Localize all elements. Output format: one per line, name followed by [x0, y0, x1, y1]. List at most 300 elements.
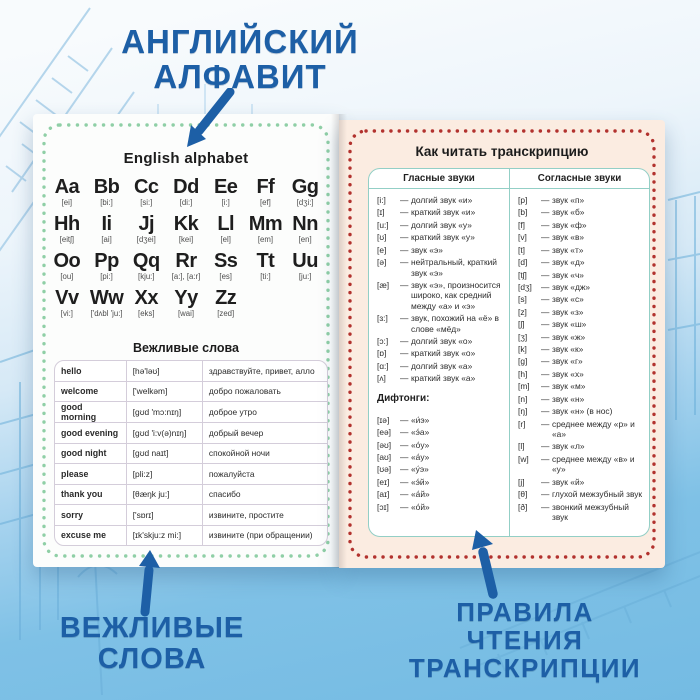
word-transcription: [gʊd 'mɔ:nɪŋ]: [126, 402, 202, 422]
alphabet-letter-cell: [47, 287, 87, 324]
alphabet-letter-cell: [126, 213, 166, 250]
transcription-entry: [377, 207, 503, 217]
alphabet-letter-cell: [166, 176, 206, 213]
phonetic-description: звук «ж»: [552, 331, 586, 342]
transcription-entry: [518, 195, 643, 205]
dash: —: [400, 195, 409, 205]
letter-transcription: [eitʃ]: [59, 235, 74, 244]
transcription-entry: [377, 361, 503, 371]
letter-pair: Mm: [248, 213, 283, 235]
annotation-line: ВЕЖЛИВЫЕ: [59, 612, 245, 644]
word-translation: спасибо: [202, 485, 327, 505]
phonetic-description: звук «л»: [552, 441, 585, 452]
word-english: good night: [61, 448, 107, 459]
dash: —: [541, 489, 550, 500]
letter-transcription: [en]: [298, 235, 312, 244]
alphabet-letter-cell: [166, 287, 206, 324]
phonetic-description: звук «ф»: [552, 219, 587, 230]
alphabet-letter-cell: [87, 287, 127, 324]
phonetic-description: звук «дж»: [552, 281, 591, 292]
annotation-line: АНГЛИЙСКИЙ: [121, 23, 359, 60]
consonants-list: [510, 189, 649, 522]
transcription-table: [368, 168, 650, 537]
table-row: [55, 525, 327, 546]
phonetic-description: звонкий межзубный звук: [552, 501, 629, 522]
dash: —: [400, 476, 409, 487]
annotation-line: ТРАНСКРИПЦИИ: [408, 652, 642, 683]
phonetic-description: среднее между «в» и «у»: [552, 453, 635, 475]
transcription-entry: [518, 207, 643, 217]
alphabet-letter-cell: [87, 213, 127, 250]
alphabet-letter-cell: [166, 213, 206, 250]
phonetic-symbol: [tʃ]: [518, 269, 527, 280]
transcription-entry: [377, 232, 503, 242]
transcription-entry: [377, 280, 503, 311]
dash: —: [541, 476, 550, 487]
alphabet-letter-cell: [47, 250, 87, 287]
table-row: [55, 484, 327, 505]
letter-transcription: [di:]: [179, 198, 193, 207]
phonetic-description: звук «ш»: [552, 319, 587, 330]
phonetic-description: «у́э»: [411, 464, 429, 475]
phonetic-description: звук «б»: [552, 207, 585, 218]
dash: —: [400, 439, 409, 450]
word-translation: доброе утро: [202, 402, 327, 422]
transcription-entry: [377, 464, 503, 474]
alphabet-grid: [47, 176, 325, 324]
phonetic-symbol: [g]: [518, 356, 528, 367]
transcription-entry: [518, 319, 643, 329]
dash: —: [541, 501, 550, 512]
dash: —: [541, 453, 550, 464]
letter-transcription: [ei]: [61, 198, 73, 207]
letter-pair: Gg: [291, 176, 319, 198]
word-english: please: [61, 468, 89, 479]
phonetic-description: долгий звук «о»: [411, 336, 473, 347]
vowels-list: [369, 189, 509, 384]
transcription-entry: [518, 369, 643, 379]
table-row: [55, 504, 327, 525]
dash: —: [541, 306, 550, 317]
transcription-entry: [377, 440, 503, 450]
phonetic-description: звук «к»: [552, 344, 584, 355]
letter-transcription: [wai]: [177, 309, 195, 318]
letter-pair: Zz: [215, 287, 237, 309]
alphabet-letter-cell: [166, 250, 206, 287]
transcription-entry: [377, 415, 503, 425]
transcription-entry: [518, 441, 643, 451]
word-transcription: [θæŋk ju:]: [126, 485, 202, 505]
dash: —: [400, 207, 409, 218]
phonetic-symbol: [aɪ]: [377, 489, 390, 500]
transcription-entry: [518, 454, 643, 475]
transcription-entry: [518, 489, 643, 499]
annotation-line: АЛФАВИТ: [153, 58, 327, 96]
phonetic-description: звук «з»: [552, 306, 584, 317]
alphabet-letter-cell: [87, 250, 127, 287]
table-row: [55, 401, 327, 422]
transcription-entry: [377, 313, 503, 334]
letter-transcription: [bi:]: [100, 198, 113, 207]
letter-pair: Bb: [93, 176, 120, 198]
dash: —: [400, 489, 409, 500]
transcription-entry: [377, 477, 503, 487]
dash: —: [400, 244, 409, 255]
phonetic-symbol: [v]: [518, 232, 527, 243]
dash: —: [541, 269, 550, 280]
letter-transcription: [ef]: [260, 198, 271, 207]
word-english: good morning: [61, 402, 97, 422]
dash: —: [541, 441, 550, 452]
transcription-entry: [377, 489, 503, 499]
dash: —: [541, 281, 550, 292]
alphabet-letter-cell: [206, 176, 246, 213]
phonetic-description: «э́а»: [411, 427, 430, 438]
dash: —: [400, 257, 409, 268]
page-title-english-alphabet: English alphabet: [123, 150, 249, 167]
phonetic-symbol: [i:]: [377, 195, 386, 205]
consonants-header: Согласные звуки: [510, 169, 649, 189]
dash: —: [541, 232, 550, 243]
word-transcription: [hə'ləʊ]: [126, 361, 202, 381]
phonetic-symbol: [dʒ]: [518, 281, 532, 292]
left-book-page: [33, 114, 339, 567]
arrow-up-icon: [130, 546, 174, 618]
letter-transcription: [si:]: [140, 198, 153, 207]
dash: —: [541, 418, 550, 429]
letter-transcription: [zed]: [217, 309, 235, 318]
letter-pair: Kk: [173, 213, 199, 235]
phonetic-description: среднее между «р» и «а»: [552, 418, 635, 440]
letter-pair: Vv: [55, 287, 79, 309]
phonetic-symbol: [j]: [518, 476, 525, 487]
annotation-line: ЧТЕНИЯ: [466, 624, 584, 655]
word-transcription: [gʊd 'i:v(ə)nɪŋ]: [126, 423, 202, 443]
phonetic-description: «о́у»: [411, 439, 430, 450]
letter-pair: Ll: [217, 213, 235, 235]
phonetic-description: звук «г»: [552, 356, 583, 367]
phonetic-description: долгий звук «у»: [411, 219, 472, 230]
word-transcription: ['welkəm]: [126, 382, 202, 402]
word-english: hello: [61, 365, 82, 376]
phonetic-description: долгий звук «и»: [411, 195, 473, 205]
letter-pair: Qq: [132, 250, 160, 272]
dash: —: [541, 381, 550, 392]
annotation-polite-words: [40, 613, 264, 675]
phonetic-symbol: [ʌ]: [377, 373, 386, 384]
word-transcription: ['sɒrɪ]: [126, 505, 202, 525]
letter-transcription: ['dʌbl 'ju:]: [90, 309, 123, 318]
dash: —: [400, 414, 409, 425]
dash: —: [541, 406, 550, 417]
transcription-entry: [518, 282, 643, 292]
letter-pair: Ff: [256, 176, 275, 198]
diphthongs-list: [369, 409, 509, 512]
letter-transcription: [eks]: [138, 309, 155, 318]
transcription-entry: [518, 294, 643, 304]
letter-pair: Nn: [292, 213, 318, 235]
dash: —: [400, 232, 409, 243]
word-english: excuse me: [61, 530, 106, 541]
phonetic-symbol: [ə]: [377, 257, 387, 268]
phonetic-symbol: [r]: [518, 418, 526, 429]
phonetic-description: звук «д»: [552, 257, 585, 268]
word-translation: добро пожаловать: [202, 382, 327, 402]
phonetic-symbol: [eə]: [377, 427, 391, 438]
transcription-entry: [518, 477, 643, 487]
dash: —: [400, 348, 409, 359]
table-row: [55, 381, 327, 402]
phonetic-description: звук «н»: [552, 393, 585, 404]
table-row: [55, 443, 327, 464]
phonetic-symbol: [əʊ]: [377, 439, 392, 450]
letter-pair: Ww: [89, 287, 124, 309]
dash: —: [400, 464, 409, 475]
polite-words-table: [54, 360, 328, 546]
phonetic-description: звук «й»: [552, 476, 585, 487]
phonetic-description: краткий звук «у»: [411, 232, 475, 243]
phonetic-symbol: [ɪə]: [377, 414, 390, 425]
letter-pair: Hh: [54, 213, 80, 235]
letter-pair: Ss: [213, 250, 238, 272]
phonetic-symbol: [ɜ:]: [377, 313, 388, 324]
transcription-entry: [518, 419, 643, 440]
dash: —: [400, 313, 409, 324]
transcription-entry: [518, 344, 643, 354]
letter-transcription: [ou]: [60, 272, 74, 281]
transcription-entry: [518, 307, 643, 317]
dash: —: [541, 368, 550, 379]
page-title-transcription: Как читать транскрипцию: [415, 144, 589, 159]
letter-pair: Yy: [174, 287, 198, 309]
dash: —: [541, 319, 550, 330]
letter-pair: Dd: [173, 176, 199, 198]
phonetic-symbol: [h]: [518, 368, 528, 379]
alphabet-letter-cell: [206, 250, 246, 287]
phonetic-symbol: [ɔ:]: [377, 336, 389, 347]
annotation-line: ПРАВИЛА: [456, 597, 594, 627]
word-transcription: [pli:z]: [126, 464, 202, 484]
alphabet-letter-cell: [126, 176, 166, 213]
letter-transcription: [dʒei]: [136, 235, 156, 244]
letter-pair: Oo: [53, 250, 81, 272]
dash: —: [541, 244, 550, 255]
transcription-entry: [518, 381, 643, 391]
phonetic-symbol: [z]: [518, 306, 527, 317]
phonetic-description: долгий звук «а»: [411, 360, 473, 371]
alphabet-letter-cell: [87, 176, 127, 213]
phonetic-description: звук «с»: [552, 294, 584, 305]
dash: —: [400, 219, 409, 230]
alphabet-letter-cell: [126, 287, 166, 324]
phonetic-symbol: [aʊ]: [377, 452, 392, 463]
phonetic-symbol: [ɪ]: [377, 207, 385, 218]
transcription-entry: [377, 195, 503, 205]
phonetic-symbol: [ŋ]: [518, 406, 528, 417]
phonetic-description: звук «в»: [552, 232, 585, 243]
phonetic-symbol: [ɒ]: [377, 348, 387, 359]
letter-transcription: [kju:]: [138, 272, 155, 281]
dash: —: [541, 207, 550, 218]
phonetic-description: звук «э»: [411, 244, 443, 255]
letter-pair: Ii: [101, 213, 112, 235]
word-translation: здравствуйте, привет, алло: [202, 361, 327, 381]
letter-pair: Pp: [94, 250, 119, 272]
word-translation: извините, простите: [202, 505, 327, 525]
alphabet-letter-cell: [285, 176, 325, 213]
letter-transcription: [em]: [257, 235, 273, 244]
transcription-entry: [377, 220, 503, 230]
dash: —: [541, 219, 550, 230]
phonetic-symbol: [p]: [518, 195, 528, 205]
dash: —: [400, 427, 409, 438]
alphabet-letter-cell: [246, 176, 286, 213]
polite-words-title: Вежливые слова: [133, 341, 239, 355]
phonetic-description: звук «н» (в нос): [552, 406, 613, 417]
phonetic-description: звук «ч»: [552, 269, 584, 280]
transcription-entry: [518, 332, 643, 342]
letter-transcription: [ju:]: [298, 272, 312, 281]
dash: —: [400, 279, 409, 290]
transcription-entry: [518, 232, 643, 242]
transcription-entry: [518, 245, 643, 255]
word-transcription: [gʊd naɪt]: [126, 444, 202, 464]
letter-pair: Uu: [292, 250, 318, 272]
phonetic-symbol: [e]: [377, 244, 387, 255]
table-row: [55, 463, 327, 484]
phonetic-symbol: [f]: [518, 219, 525, 230]
phonetic-symbol: [ʊə]: [377, 464, 392, 475]
dash: —: [541, 294, 550, 305]
dash: —: [541, 393, 550, 404]
phonetic-symbol: [ɔɪ]: [377, 501, 389, 512]
letter-transcription: [vi:]: [60, 309, 73, 318]
alphabet-letter-cell: [285, 213, 325, 250]
word-translation: пожалуйста: [202, 464, 327, 484]
dash: —: [541, 331, 550, 342]
annotation-line: СЛОВА: [97, 643, 207, 676]
dash: —: [400, 501, 409, 512]
phonetic-description: «а́у»: [411, 452, 430, 463]
transcription-entry: [377, 245, 503, 255]
transcription-entry: [518, 220, 643, 230]
phonetic-symbol: [ɑ:]: [377, 360, 389, 371]
word-translation: извините (при обращении): [202, 526, 327, 546]
right-book-page: [339, 120, 665, 568]
letter-pair: Tt: [256, 250, 275, 272]
word-english: welcome: [61, 386, 99, 397]
word-english: sorry: [61, 509, 84, 520]
phonetic-symbol: [b]: [518, 207, 528, 218]
word-transcription: [ɪk'skju:z mi:]: [126, 526, 202, 546]
arrow-down-left-icon: [180, 88, 250, 156]
word-english: good evening: [61, 427, 119, 438]
transcription-entry: [518, 502, 643, 523]
phonetic-description: краткий звук «а»: [411, 373, 476, 384]
phonetic-symbol: [eɪ]: [377, 476, 390, 487]
phonetic-symbol: [θ]: [518, 489, 528, 500]
arrow-up-left-icon: [462, 524, 506, 600]
dash: —: [541, 356, 550, 367]
letter-transcription: [a:], [a:r]: [171, 272, 201, 281]
transcription-entry: [518, 394, 643, 404]
dash: —: [541, 257, 550, 268]
phonetic-description: «а́й»: [411, 489, 430, 500]
annotation-transcription-rules: [365, 599, 685, 682]
transcription-entry: [518, 270, 643, 280]
phonetic-symbol: [m]: [518, 381, 530, 392]
transcription-entry: [518, 406, 643, 416]
transcription-entry: [377, 348, 503, 358]
phonetic-symbol: [k]: [518, 344, 527, 355]
vowels-header: Гласные звуки: [369, 169, 509, 189]
letter-transcription: [pi:]: [100, 272, 113, 281]
alphabet-letter-cell: [285, 250, 325, 287]
transcription-entry: [377, 336, 503, 346]
letter-transcription: [i:]: [221, 198, 230, 207]
letter-transcription: [el]: [220, 235, 231, 244]
phonetic-symbol: [w]: [518, 453, 529, 464]
annotation-english-alphabet: [85, 24, 395, 95]
phonetic-symbol: [u:]: [377, 219, 389, 230]
phonetic-description: звук «м»: [552, 381, 586, 392]
alphabet-letter-cell: [246, 250, 286, 287]
alphabet-letter-cell: [47, 213, 87, 250]
diphthongs-title: Дифтонги:: [377, 392, 430, 404]
transcription-entry: [518, 257, 643, 267]
alphabet-letter-cell: [206, 213, 246, 250]
table-row: [55, 422, 327, 443]
letter-pair: Jj: [138, 213, 155, 235]
letter-transcription: [es]: [219, 272, 232, 281]
alphabet-letter-cell: [126, 250, 166, 287]
phonetic-description: звук, похожий на «ё» в слове «мёд»: [411, 313, 500, 334]
word-translation: добрый вечер: [202, 423, 327, 443]
alphabet-letter-cell: [206, 287, 246, 324]
letter-pair: Xx: [134, 287, 159, 309]
phonetic-description: глухой межзубный звук: [552, 489, 643, 500]
phonetic-description: звук «т»: [552, 244, 584, 255]
dash: —: [400, 452, 409, 463]
vowels-column: [369, 169, 509, 536]
word-translation: спокойной ночи: [202, 444, 327, 464]
phonetic-symbol: [s]: [518, 294, 527, 305]
dash: —: [400, 373, 409, 384]
transcription-entry: [377, 373, 503, 383]
phonetic-symbol: [n]: [518, 393, 528, 404]
letter-pair: Aa: [54, 176, 80, 198]
letter-pair: Rr: [175, 250, 197, 272]
phonetic-description: звук «э», произносится широко, как средний между «а» и «э»: [411, 279, 501, 311]
phonetic-symbol: [ʊ]: [377, 232, 387, 243]
transcription-entry: [377, 257, 503, 278]
phonetic-description: нейтральный, краткий звук «э»: [411, 257, 497, 278]
letter-transcription: [ti:]: [260, 272, 271, 281]
alphabet-letter-cell: [47, 176, 87, 213]
phonetic-description: звук «п»: [552, 195, 585, 205]
letter-transcription: [kei]: [178, 235, 194, 244]
phonetic-symbol: [ð]: [518, 501, 528, 512]
alphabet-letter-cell: [246, 213, 286, 250]
transcription-entry: [377, 502, 503, 512]
word-english: thank you: [61, 489, 103, 500]
phonetic-description: «и́э»: [411, 414, 430, 425]
transcription-entry: [518, 356, 643, 366]
transcription-entry: [377, 427, 503, 437]
dash: —: [400, 336, 409, 347]
phonetic-description: краткий звук «и»: [411, 207, 476, 218]
phonetic-symbol: [d]: [518, 257, 528, 268]
